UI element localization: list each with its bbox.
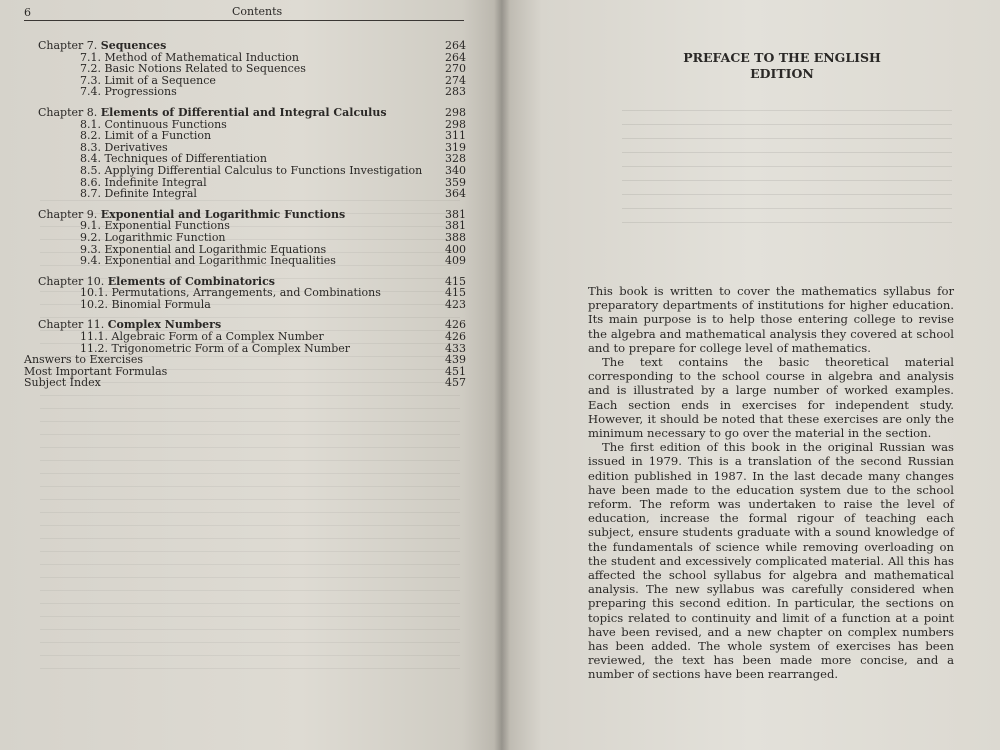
- toc-entry-title: [80, 188, 197, 200]
- toc-section-title: Algebraic Form of a Complex Number: [111, 330, 324, 344]
- toc-section-label: 7.4.: [80, 85, 101, 99]
- toc-section-entry: [24, 255, 466, 267]
- running-header: [24, 2, 464, 21]
- toc-endmatter-title: Most Important Formulas: [24, 364, 168, 378]
- toc-section-label: 8.7.: [80, 187, 101, 201]
- toc-page-number: 274: [445, 73, 466, 87]
- toc-section-title: Method of Mathematical Induction: [104, 50, 299, 64]
- preface-title-line1: PREFACE TO THE ENGLISH: [683, 50, 881, 65]
- toc-section-title: Logarithmic Function: [104, 230, 226, 244]
- toc-section-label: 8.4.: [80, 152, 101, 166]
- toc-section-title: Limit of a Sequence: [104, 73, 216, 87]
- running-head-title: Contents: [232, 5, 283, 18]
- toc-chapter-title: Sequences: [100, 39, 167, 52]
- toc-page-number: 400: [445, 242, 466, 256]
- toc-page-number: 415: [445, 286, 466, 300]
- toc-page-number: 283: [445, 85, 466, 99]
- toc-section-label: 10.2.: [80, 297, 108, 311]
- toc-entry-title: [80, 299, 211, 311]
- page-number: 6: [24, 6, 31, 19]
- preface-title-line2: EDITION: [750, 66, 814, 81]
- toc-page-number: 381: [445, 207, 466, 221]
- toc-chapter-label: Chapter 9.: [38, 207, 98, 221]
- toc-section-title: Derivatives: [104, 140, 168, 154]
- toc-page-number: 409: [445, 254, 466, 268]
- toc-page-number: 319: [445, 140, 466, 154]
- bleed-through-texture: [622, 110, 952, 230]
- toc-section-title: Basic Notions Related to Sequences: [104, 62, 306, 76]
- toc-page-number: 298: [445, 105, 466, 119]
- toc-section-title: Exponential and Logarithmic Inequalities: [104, 254, 336, 268]
- preface-paragraph-3: The first edition of this book in the original Russian was issued in 1979. This is a translation of the second Russian edition published in 1987. In the last decade many changes have been made to the education system due to the school reform. The reform was undertaken to raise the level of education, increase the formal rigour of teaching each subject, ensure students graduate with a sound knowledge of the fundamentals of science while removing overloading on the student and excessively complicated material. All this has affected the school syllabus for algebra and mathematical analysis. The new syllabus was carefully considered when preparing this second edition. In particular, the sections on topics related to continuity and limit of a function at a point have been revised, and a new chapter on complex numbers has been added. The whole system of exercises has been reviewed, the text has been made more concise, and a number of sections have been rearranged.: [588, 440, 954, 682]
- toc-chapter-title: Elements of Differential and Integral Calculus: [100, 105, 387, 119]
- toc-section-label: 8.2.: [80, 129, 101, 143]
- toc-page-number: 270: [445, 62, 466, 76]
- toc-section-label: 8.3.: [80, 140, 101, 154]
- toc-section-label: 11.2.: [80, 341, 108, 355]
- toc-page-number: 264: [445, 50, 466, 64]
- toc-section-title: Trigonometric Form of a Complex Number: [111, 341, 351, 355]
- toc-page-number: 433: [445, 341, 466, 355]
- toc-section-title: Binomial Formula: [111, 297, 211, 311]
- toc-section-title: Progressions: [104, 85, 177, 99]
- toc-chapter-label: Chapter 7.: [38, 39, 98, 52]
- toc-endmatter-title: Answers to Exercises: [24, 353, 144, 367]
- toc-chapter-label: Chapter 11.: [38, 318, 105, 332]
- toc-section-label: 9.3.: [80, 242, 101, 256]
- toc-section-label: 9.1.: [80, 219, 101, 233]
- toc-section-entry: [24, 86, 466, 98]
- toc-section-label: 8.5.: [80, 163, 101, 177]
- toc-section-label: 10.1.: [80, 286, 108, 300]
- right-page-preface: [502, 0, 1000, 750]
- toc-section-title: Techniques of Differentiation: [104, 152, 267, 166]
- toc-page-number: 364: [445, 187, 466, 201]
- book-gutter: [494, 0, 510, 750]
- toc-section-title: Exponential Functions: [104, 219, 230, 233]
- toc-section-title: Indefinite Integral: [104, 175, 207, 189]
- toc-page-number: 423: [445, 297, 466, 311]
- toc-page-number: 328: [445, 152, 466, 166]
- toc-section-title: Limit of a Function: [104, 129, 212, 143]
- toc-page-number: 340: [445, 163, 466, 177]
- toc-chapter-label: Chapter 10.: [38, 274, 105, 288]
- preface-paragraph-1: This book is written to cover the mathematics syllabus for preparatory departments of institutions for higher education. Its main purpose is to help those entering college to revise the algebra and mathematical analysis they covered at school and to prepare for college level of mathematics.: [588, 284, 954, 355]
- toc-page-number: 311: [445, 129, 466, 143]
- toc-page-number: 426: [445, 318, 466, 332]
- toc-endmatter-title: Subject Index: [24, 376, 101, 390]
- toc-page-number: 457: [445, 376, 466, 390]
- toc-section-label: 7.1.: [80, 50, 101, 64]
- toc-page-number: 415: [445, 274, 466, 288]
- toc-page-number: 359: [445, 175, 466, 189]
- toc-section-title: Continuous Functions: [104, 117, 227, 131]
- toc-section-label: 8.6.: [80, 175, 101, 189]
- toc-section-label: 7.2.: [80, 62, 101, 76]
- toc-section-label: 8.1.: [80, 117, 101, 131]
- toc-entry-title: [80, 255, 336, 267]
- toc-section-title: Definite Integral: [104, 187, 197, 201]
- toc-page-number: 451: [445, 364, 466, 378]
- toc-section-title: Exponential and Logarithmic Equations: [104, 242, 327, 256]
- toc-chapter-title: Elements of Combinatorics: [107, 274, 275, 288]
- toc-page-number: 264: [445, 39, 466, 52]
- preface-title: [602, 50, 962, 82]
- toc-page-number: 298: [445, 117, 466, 131]
- toc-page-number: 426: [445, 330, 466, 344]
- toc-page-number: 381: [445, 219, 466, 233]
- toc-chapter-title: Complex Numbers: [107, 318, 222, 332]
- toc-section-title: Applying Differential Calculus to Functions Investigation: [104, 163, 423, 177]
- toc-entry-title: [24, 377, 101, 389]
- table-of-contents: [24, 40, 466, 389]
- toc-section-title: Permutations, Arrangements, and Combinations: [111, 286, 381, 300]
- toc-section-label: 9.4.: [80, 254, 101, 268]
- toc-section-entry: [24, 299, 466, 311]
- toc-page-number: 388: [445, 230, 466, 244]
- toc-entry-title: [80, 86, 177, 98]
- toc-section-label: 7.3.: [80, 73, 101, 87]
- toc-chapter-label: Chapter 8.: [38, 105, 98, 119]
- toc-section-entry: [24, 188, 466, 200]
- toc-end-entry: [24, 377, 466, 389]
- toc-section-label: 11.1.: [80, 330, 108, 344]
- preface-body: [588, 284, 954, 682]
- toc-section-label: 9.2.: [80, 230, 101, 244]
- toc-page-number: 439: [445, 353, 466, 367]
- preface-paragraph-2: The text contains the basic theoretical material corresponding to the school course in algebra and analysis and is illustrated by a large number of worked examples. Each section ends in exercises for independent study. However, it should be noted that these exercises are only the minimum necessary to go over the material in the section.: [588, 355, 954, 441]
- toc-chapter-title: Exponential and Logarithmic Functions: [100, 207, 346, 221]
